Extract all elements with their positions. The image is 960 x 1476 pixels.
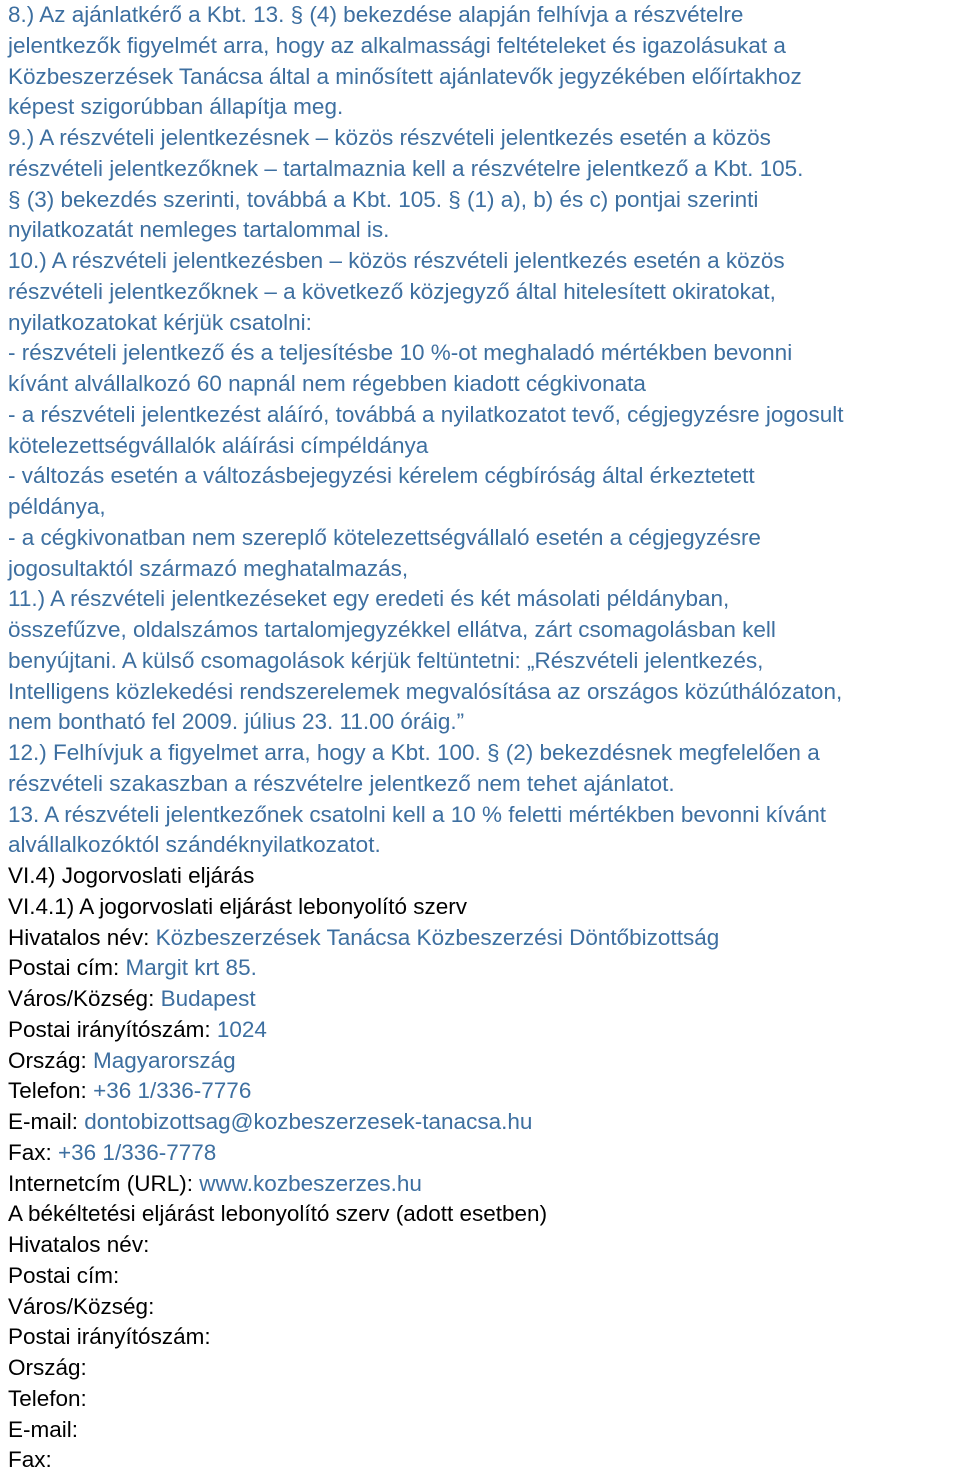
- field-label: Ország:: [8, 1047, 94, 1073]
- field-label: Fax:: [8, 1139, 59, 1165]
- field-label: Postai cím:: [8, 1262, 120, 1288]
- text-line: részvételi szakaszban a részvételre jelentkező nem tehet ajánlatot.: [8, 770, 675, 796]
- text-line: kívánt alvállalkozó 60 napnál nem régebben kiadott cégkivonata: [8, 371, 646, 396]
- field-official-name: [8, 923, 960, 954]
- text-line: benyújtani. A külső csomagolások kérjük feltüntetni: „Részvételi jelentkezés,: [8, 647, 764, 673]
- text-line: részvételi jelentkezőknek – a következő közjegyző által hitelesített okiratokat,: [8, 278, 776, 304]
- mediation-body-fields: [8, 1230, 960, 1476]
- field-postal-code: [8, 1015, 960, 1046]
- url-link[interactable]: www.kozbeszerzes.hu: [199, 1170, 422, 1196]
- field-email: [8, 1107, 960, 1138]
- field-label: Postai irányítószám:: [8, 1324, 211, 1350]
- field-label: Internetcím (URL):: [8, 1170, 200, 1196]
- field-label: E-mail:: [8, 1416, 79, 1442]
- field-country: [8, 1046, 960, 1077]
- field-value: Budapest: [160, 986, 256, 1011]
- field-label: Fax:: [8, 1447, 52, 1473]
- field-label: E-mail:: [8, 1109, 85, 1134]
- section-heading: VI.4) Jogorvoslati eljárás: [8, 863, 255, 888]
- body-text: [8, 0, 960, 861]
- text-line: nem bontható fel 2009. július 23. 11.00 óráig.”: [8, 709, 465, 735]
- field-label: Város/Község:: [8, 1293, 155, 1319]
- text-line: 8.) Az ajánlatkérő a Kbt. 13. § (4) bekezdése alapján felhívja a részvételre: [8, 2, 744, 27]
- field-label: Telefon:: [8, 1078, 94, 1104]
- field-value: +36 1/336-7778: [58, 1139, 217, 1165]
- review-body-fields: [8, 923, 960, 1200]
- text-line: - a részvételi jelentkezést aláíró, továbbá a nyilatkozatot tevő, cégjegyzésre jogosult: [8, 401, 844, 427]
- text-line: példánya,: [8, 494, 106, 519]
- text-line: jelentkezők figyelmét arra, hogy az alkalmassági feltételeket és igazolásukat a: [8, 32, 786, 58]
- text-line: - részvételi jelentkező és a teljesítésbe 10 %-ot meghaladó mértékben bevonni: [8, 340, 793, 366]
- field-value: Közbeszerzések Tanácsa Közbeszerzési Döntőbizottság: [155, 924, 720, 950]
- text-line: 10.) A részvételi jelentkezésben – közös részvételi jelentkezés esetén a közös: [8, 248, 785, 273]
- field-city: [8, 984, 960, 1015]
- text-line: 11.) A részvételi jelentkezéseket egy eredeti és két másolati példányban,: [8, 586, 730, 612]
- field-label: Hivatalos név:: [8, 1232, 150, 1257]
- field-label: Postai irányítószám:: [8, 1016, 217, 1042]
- text-line: Intelligens közlekedési rendszerelemek megvalósítása az országos közúthálózaton,: [8, 678, 843, 704]
- field-url: [8, 1169, 960, 1200]
- subsection-heading: VI.4.1) A jogorvoslati eljárást lebonyolító szerv: [8, 893, 467, 919]
- text-line: Közbeszerzések Tanácsa által a minősített ajánlatevők jegyzékében előírtakhoz: [8, 63, 802, 89]
- field-postal-address: [8, 953, 960, 984]
- text-line: részvételi jelentkezőknek – tartalmaznia kell a részvételre jelentkező a Kbt. 105.: [8, 155, 804, 181]
- field-label: Telefon:: [8, 1385, 87, 1411]
- text-line: képest szigorúbban állapítja meg.: [8, 94, 344, 120]
- text-line: § (3) bekezdés szerinti, továbbá a Kbt. 105. § (1) a), b) és c) pontjai szerinti: [8, 186, 759, 212]
- email-link[interactable]: dontobizottsag@kozbeszerzesek-tanacsa.hu: [84, 1109, 533, 1134]
- field-value: +36 1/336-7776: [93, 1078, 252, 1104]
- text-line: 12.) Felhívjuk a figyelmet arra, hogy a Kbt. 100. § (2) bekezdésnek megfelelően a: [8, 740, 820, 765]
- text-line: nyilatkozatokat kérjük csatolni:: [8, 309, 312, 335]
- text-line: - változás esetén a változásbejegyzési kérelem cégbíróság által érkeztetett: [8, 463, 755, 489]
- text-line: - a cégkivonatban nem szereplő kötelezettségvállaló esetén a cégjegyzésre: [8, 524, 761, 550]
- text-line: kötelezettségvállalók aláírási címpéldánya: [8, 432, 429, 458]
- field-label: Postai cím:: [8, 955, 126, 981]
- field-fax: [8, 1138, 960, 1169]
- field-value: Margit krt 85.: [125, 955, 257, 981]
- text-line: összefűzve, oldalszámos tartalomjegyzékkel ellátva, zárt csomagolásban kell: [8, 617, 776, 642]
- mediation-heading: A békéltetési eljárást lebonyolító szerv (adott esetben): [8, 1201, 548, 1227]
- text-line: 9.) A részvételi jelentkezésnek – közös részvételi jelentkezés esetén a közös: [8, 125, 771, 150]
- text-line: jogosultaktól származó meghatalmazás,: [8, 555, 409, 581]
- field-value: 1024: [216, 1016, 267, 1042]
- text-line: 13. A részvételi jelentkezőnek csatolni kell a 10 % feletti mértékben bevonni kívánt: [8, 801, 826, 827]
- text-line: nyilatkozatát nemleges tartalommal is.: [8, 217, 390, 243]
- field-label: Hivatalos név:: [8, 924, 156, 950]
- field-phone: [8, 1076, 960, 1107]
- field-value: Magyarország: [93, 1047, 236, 1073]
- text-line: alvállalkozóktól szándéknyilatkozatot.: [8, 832, 381, 858]
- field-label: Város/Község:: [8, 986, 161, 1011]
- field-label: Ország:: [8, 1355, 87, 1380]
